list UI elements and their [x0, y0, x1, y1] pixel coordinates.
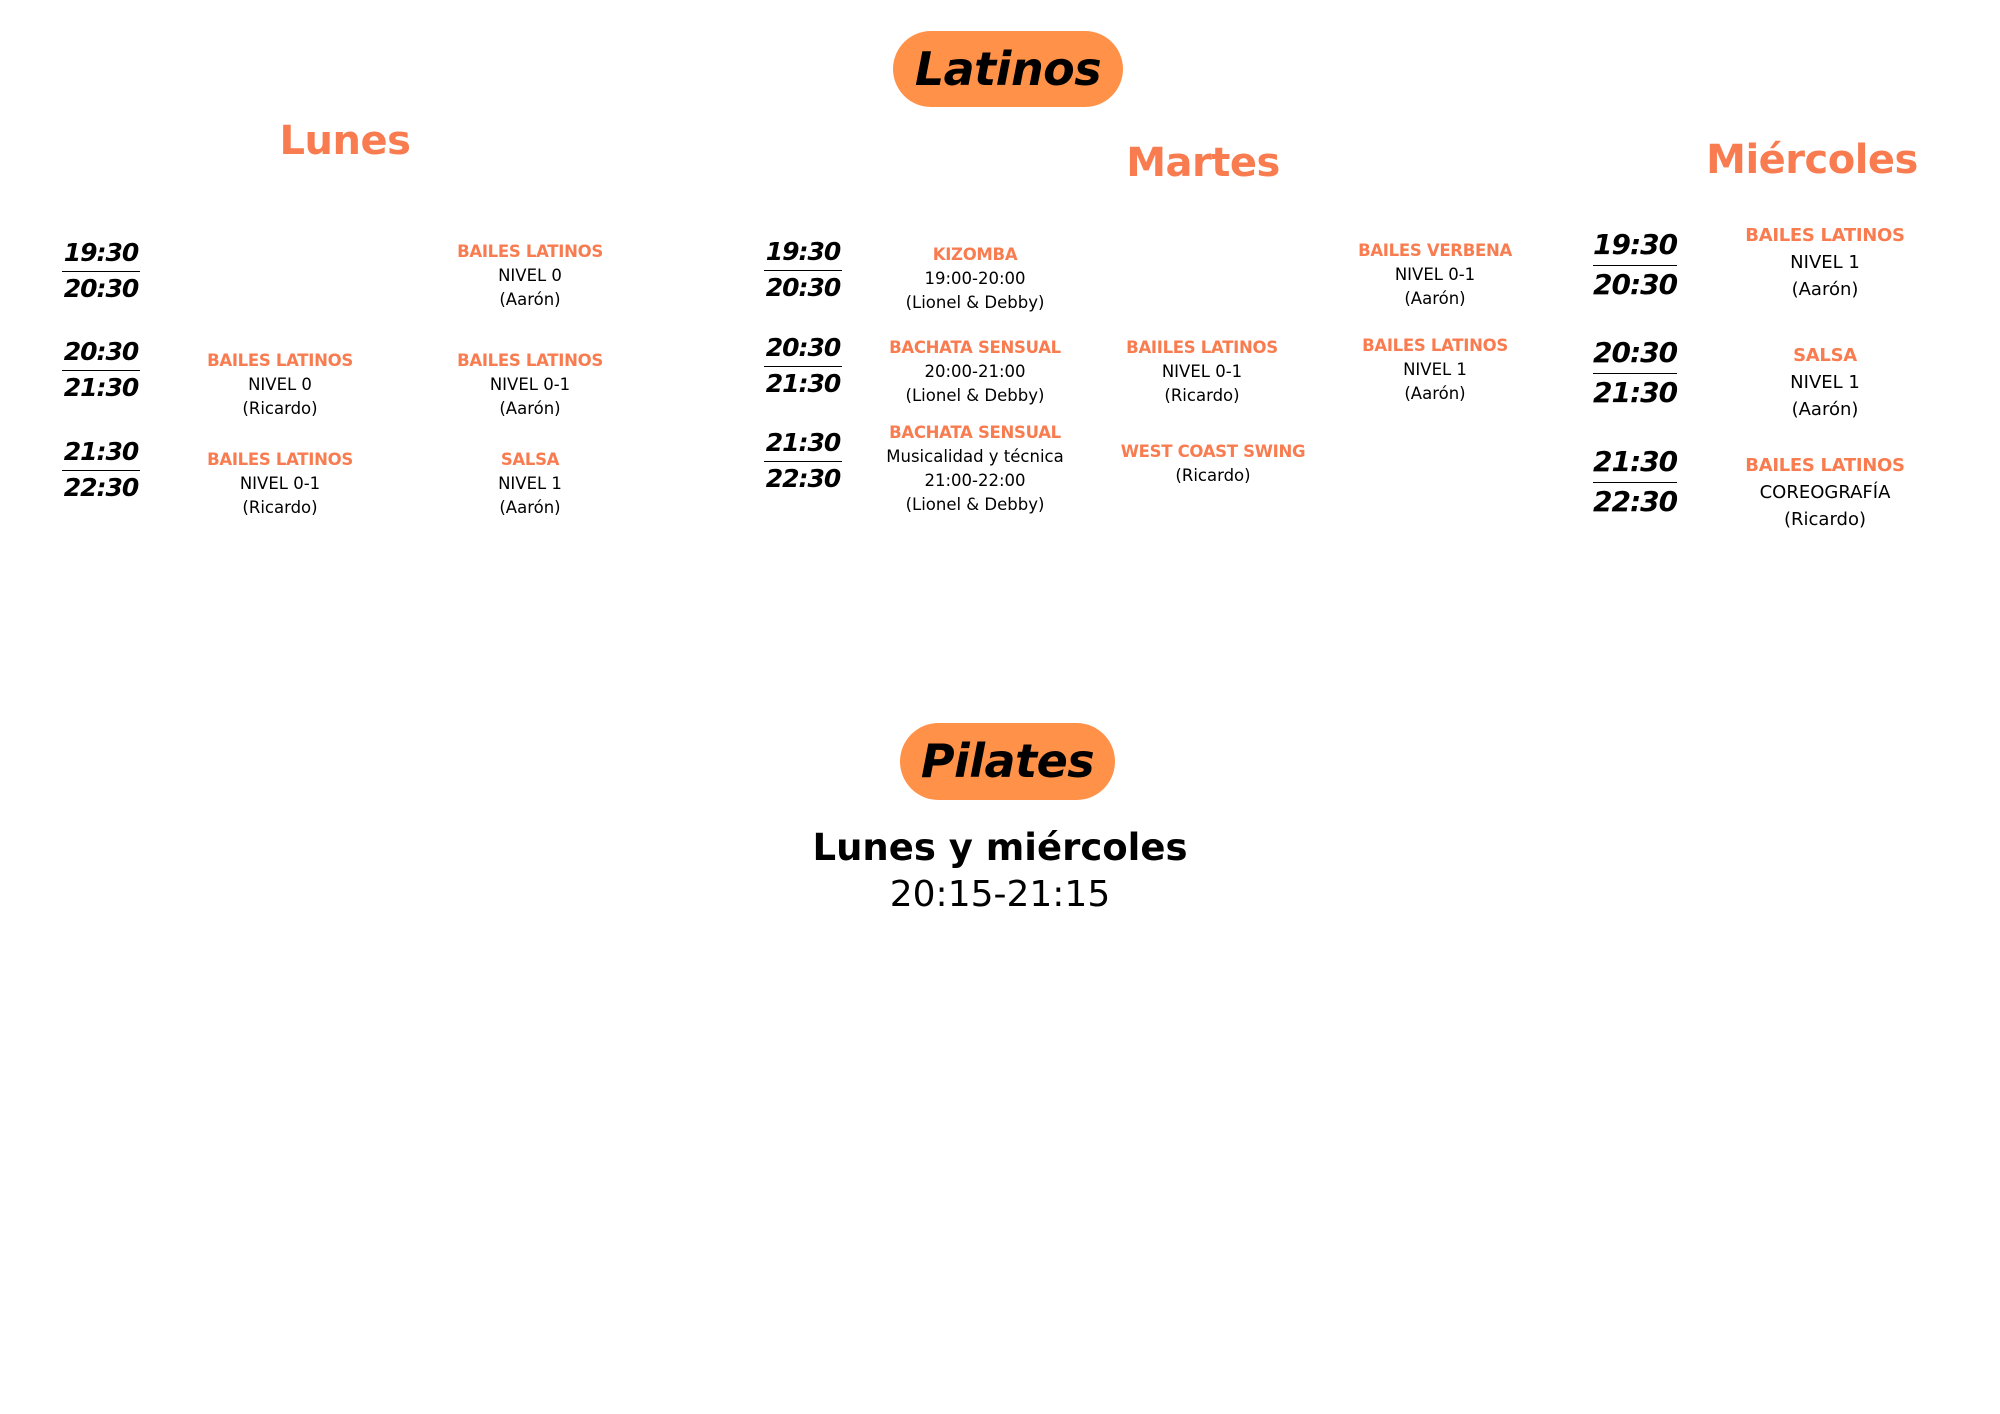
class-entry	[906, 243, 1045, 315]
class-instructor: (Aarón)	[499, 498, 561, 517]
slot-end: 22:30	[1593, 484, 1678, 518]
class-instructor: (Lionel & Debby)	[905, 495, 1045, 514]
pilates-time: 20:15-21:15	[889, 874, 1111, 915]
time-slot-lunes-1	[62, 238, 140, 304]
class-title: BAILES LATINOS	[207, 450, 353, 469]
time-slot-miercoles-2	[1593, 336, 1677, 409]
slot-divider	[62, 470, 140, 471]
class-title: WEST COAST SWING	[1120, 442, 1306, 461]
class-title: BAILES LATINOS	[1745, 455, 1905, 476]
slot-end: 21:30	[63, 373, 139, 402]
class-title: SALSA	[500, 450, 560, 469]
slot-end: 22:30	[63, 473, 139, 502]
class-detail: 19:00-20:00	[924, 269, 1026, 288]
day-heading-lunes: Lunes	[279, 118, 411, 164]
slot-end: 22:30	[765, 464, 841, 493]
slot-end: 21:30	[765, 369, 841, 398]
slot-start: 20:30	[1593, 336, 1678, 369]
class-title: BAILES LATINOS	[457, 351, 603, 370]
class-instructor: (Ricardo)	[242, 399, 318, 418]
class-title: BAILES VERBENA	[1358, 241, 1512, 260]
time-slot-martes-1	[764, 237, 842, 303]
class-entry	[886, 421, 1063, 517]
time-slot-miercoles-1	[1593, 228, 1677, 301]
class-instructor: (Ricardo)	[242, 498, 318, 517]
class-detail: NIVEL 0-1	[489, 375, 571, 394]
class-detail: NIVEL 1	[1790, 252, 1860, 273]
time-slot-martes-2	[764, 333, 842, 399]
class-title: BAILES LATINOS	[457, 242, 603, 261]
time-slot-lunes-3	[62, 437, 140, 503]
class-entry	[889, 336, 1061, 408]
slot-divider	[764, 461, 842, 462]
class-detail: NIVEL 0-1	[1394, 265, 1476, 284]
slot-start: 21:30	[1593, 445, 1678, 478]
class-title: BACHATA SENSUAL	[889, 338, 1061, 357]
class-instructor: (Aarón)	[499, 399, 561, 418]
class-instructor: (Ricardo)	[1164, 386, 1240, 405]
class-entry	[1358, 239, 1512, 311]
latinos-heading: Latinos	[893, 31, 1123, 107]
slot-divider	[1593, 482, 1677, 483]
slot-divider	[62, 370, 140, 371]
class-title: BAILES LATINOS	[1745, 225, 1905, 246]
class-instructor: (Lionel & Debby)	[905, 293, 1045, 312]
slot-end: 20:30	[765, 273, 841, 302]
class-detail: Musicalidad y técnica	[886, 447, 1064, 466]
slot-divider	[764, 270, 842, 271]
class-instructor: (Lionel & Debby)	[905, 386, 1045, 405]
class-entry	[1745, 222, 1904, 303]
class-instructor: (Aarón)	[1404, 384, 1466, 403]
class-detail: COREOGRAFÍA	[1759, 482, 1891, 503]
class-entry	[1121, 440, 1305, 488]
slot-start: 20:30	[765, 333, 841, 362]
class-detail: NIVEL 0-1	[1161, 362, 1243, 381]
slot-divider	[62, 271, 140, 272]
day-heading-miercoles: Miércoles	[1706, 137, 1918, 183]
class-entry	[457, 349, 603, 421]
slot-start: 21:30	[765, 428, 841, 457]
class-entry	[1745, 452, 1904, 533]
slot-end: 20:30	[63, 274, 139, 303]
class-title: BAILES LATINOS	[1362, 336, 1508, 355]
class-title: SALSA	[1793, 345, 1857, 366]
class-instructor: (Aarón)	[1791, 399, 1859, 420]
time-slot-miercoles-3	[1593, 445, 1677, 518]
class-title: BAILES LATINOS	[207, 351, 353, 370]
class-detail: NIVEL 1	[1403, 360, 1467, 379]
class-entry	[498, 448, 562, 520]
class-title: BACHATA SENSUAL	[889, 423, 1061, 442]
class-instructor: (Ricardo)	[1175, 466, 1251, 485]
slot-start: 19:30	[63, 238, 139, 267]
class-detail: 20:00-21:00	[924, 362, 1026, 381]
slot-divider	[1593, 373, 1677, 374]
class-entry	[1790, 342, 1860, 423]
class-entry	[207, 349, 353, 421]
time-slot-martes-3	[764, 428, 842, 494]
class-detail: NIVEL 1	[1790, 372, 1860, 393]
class-entry	[207, 448, 353, 520]
slot-start: 19:30	[1593, 228, 1678, 261]
slot-end: 20:30	[1593, 267, 1678, 301]
class-schedule: 21:00-22:00	[924, 471, 1026, 490]
class-instructor: (Aarón)	[499, 290, 561, 309]
class-detail: NIVEL 0-1	[239, 474, 321, 493]
class-title: KIZOMBA	[932, 245, 1018, 264]
pilates-heading: Pilates	[900, 723, 1115, 800]
slot-start: 19:30	[765, 237, 841, 266]
class-entry	[1126, 336, 1278, 408]
slot-end: 21:30	[1593, 375, 1678, 409]
slot-start: 20:30	[63, 337, 139, 366]
class-entry	[457, 240, 603, 312]
time-slot-lunes-2	[62, 337, 140, 403]
slot-start: 21:30	[63, 437, 139, 466]
class-detail: NIVEL 1	[498, 474, 562, 493]
class-instructor: (Aarón)	[1404, 289, 1466, 308]
class-title: BAIILES LATINOS	[1126, 338, 1278, 357]
class-detail: NIVEL 0	[498, 266, 562, 285]
day-heading-martes: Martes	[1126, 140, 1280, 186]
slot-divider	[1593, 265, 1677, 266]
slot-divider	[764, 366, 842, 367]
class-instructor: (Ricardo)	[1783, 509, 1867, 530]
class-entry	[1362, 334, 1508, 406]
class-instructor: (Aarón)	[1791, 279, 1859, 300]
pilates-days: Lunes y miércoles	[812, 826, 1188, 869]
class-detail: NIVEL 0	[248, 375, 312, 394]
